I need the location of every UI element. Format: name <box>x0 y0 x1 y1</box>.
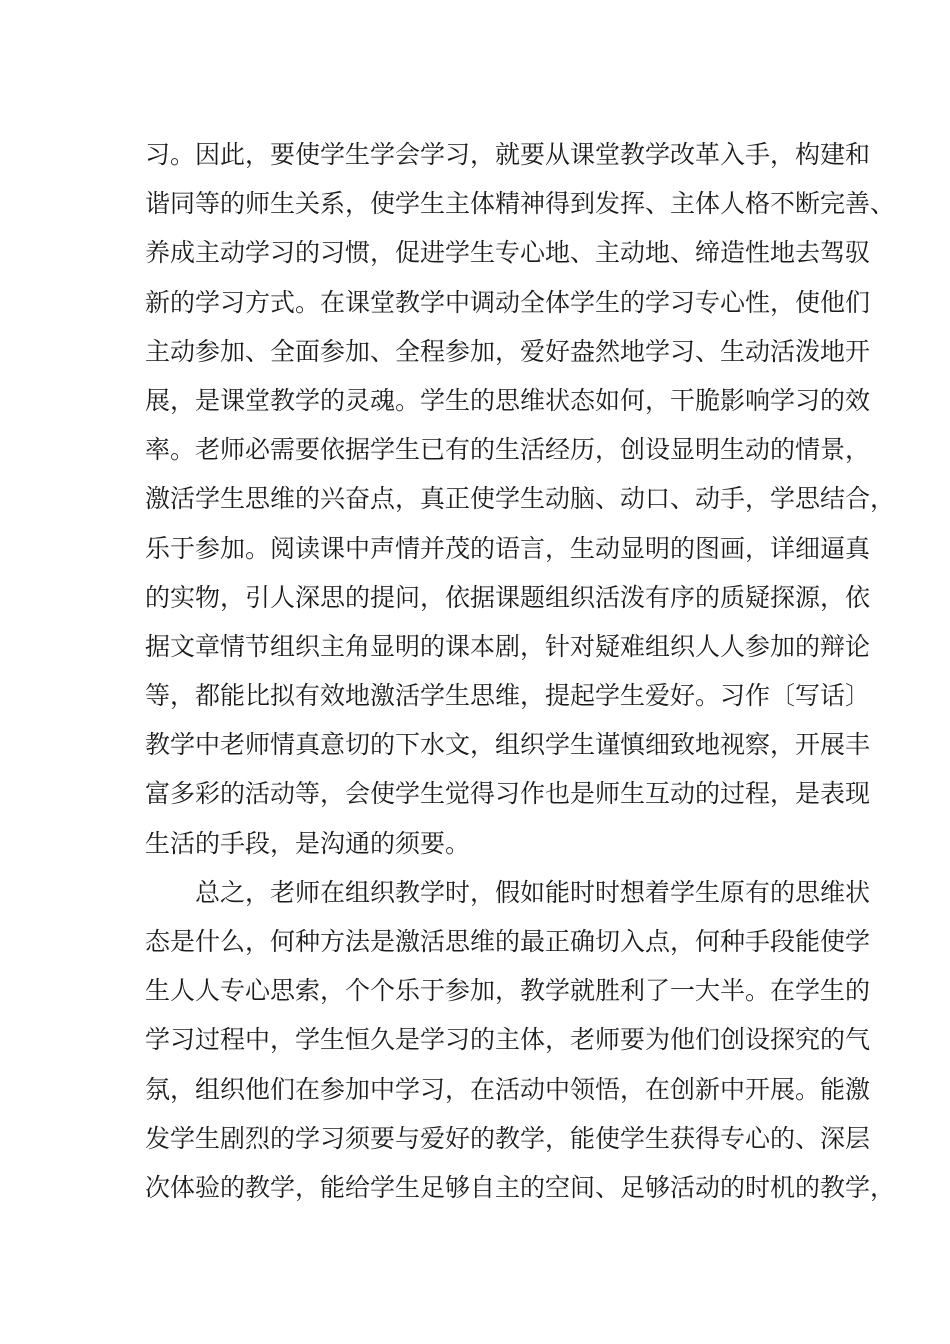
text-line: 据文章情节组织主角显明的课本剧，针对疑难组织人人参加的辩论 <box>145 631 871 661</box>
text-line: 次体验的教学，能给学生足够自主的空间、足够活动的时机的教学， <box>145 1172 896 1202</box>
text-line: 教学中老师情真意切的下水文，组织学生谨慎细致地视察，开展丰 <box>145 730 871 760</box>
text-line: 习。因此，要使学生学会学习，就要从课堂教学改革入手，构建和 <box>145 140 871 169</box>
body-text <box>145 130 896 1212</box>
text-line: 等，都能比拟有效地激活学生思维，提起学生爱好。习作〔写话〕 <box>145 681 871 711</box>
text-line: 的实物，引人深思的提问，依据课题组织活泼有序的质疑探源，依 <box>145 582 871 612</box>
text-line: 生人人专心思索，个个乐于参加，教学就胜利了一大半。在学生的 <box>145 976 871 1006</box>
text-line: 率。老师必需要依据学生已有的生活经历，创设显明生动的情景， <box>145 435 871 465</box>
text-line: 学习过程中，学生恒久是学习的主体，老师要为他们创设探究的气 <box>145 1025 871 1055</box>
text-line: 谐同等的师生关系，使学生主体精神得到发挥、主体人格不断完善、 <box>145 189 896 219</box>
paragraph-first-line: 总之，老师在组织教学时，假如能时时想着学生原有的思维状 <box>195 877 871 907</box>
text-line: 乐于参加。阅读课中声情并茂的语言，生动显明的图画，详细逼真 <box>145 533 871 563</box>
text-line: 生活的手段，是沟通的须要。 <box>145 828 471 858</box>
text-line: 养成主动学习的习惯，促进学生专心地、主动地、缔造性地去驾驭 <box>145 238 871 268</box>
text-line: 主动参加、全面参加、全程参加，爱好盎然地学习、生动活泼地开 <box>145 336 871 366</box>
text-line: 展，是课堂教学的灵魂。学生的思维状态如何，干脆影响学习的效 <box>145 385 871 415</box>
text-line: 氛，组织他们在参加中学习，在活动中领悟，在创新中开展。能激 <box>145 1074 871 1104</box>
text-line: 发学生剧烈的学习须要与爱好的教学，能使学生获得专心的、深层 <box>145 1123 871 1153</box>
text-line: 激活学生思维的兴奋点，真正使学生动脑、动口、动手，学思结合， <box>145 484 896 514</box>
text-line: 富多彩的活动等，会使学生觉得习作也是师生互动的过程，是表现 <box>145 779 871 809</box>
text-line: 态是什么，何种方法是激活思维的最正确切入点，何种手段能使学 <box>145 927 871 956</box>
text-line: 新的学习方式。在课堂教学中调动全体学生的学习专心性，使他们 <box>145 287 871 317</box>
